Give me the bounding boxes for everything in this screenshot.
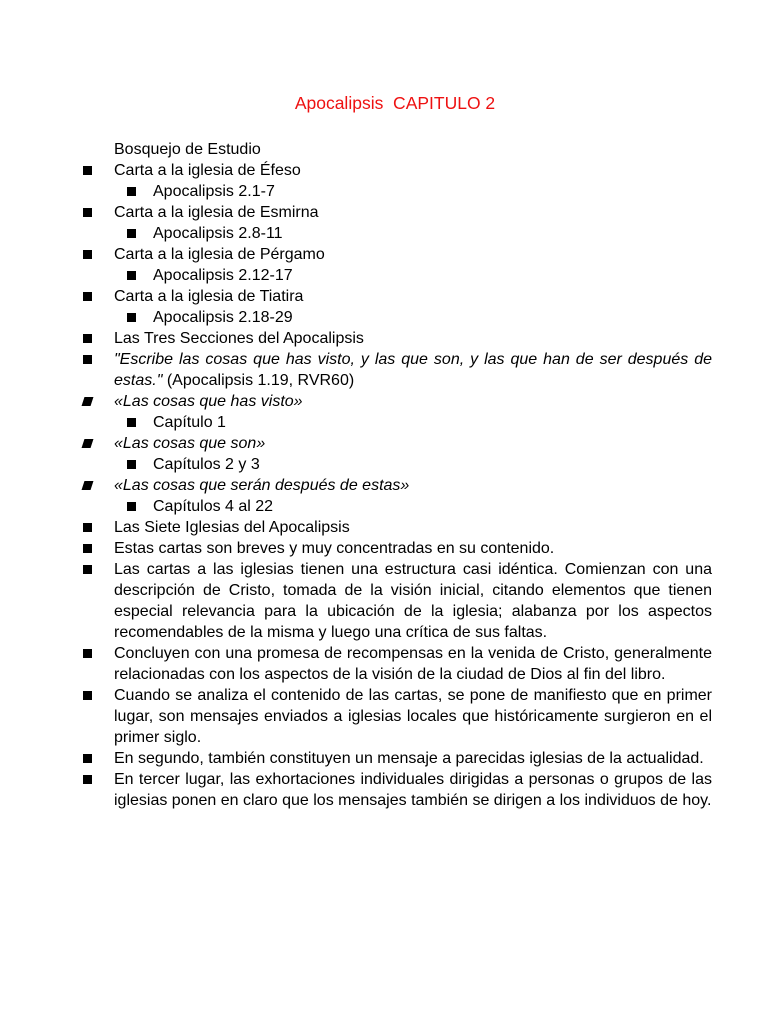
list-item-text: Carta a la iglesia de Pérgamo (114, 246, 325, 263)
list-item-text: Capítulos 4 al 22 (153, 498, 274, 515)
square-bullet-icon (83, 208, 92, 217)
list-item-text: «Las cosas que son» (114, 435, 266, 452)
square-bullet-icon (83, 166, 92, 175)
square-bullet-icon (82, 397, 94, 406)
outline-heading (0, 139, 768, 160)
square-bullet-icon (83, 754, 92, 763)
list-item-text: Las Siete Iglesias del Apocalipsis (114, 519, 350, 536)
list-item-text: Carta a la iglesia de Éfeso (114, 162, 301, 179)
square-bullet-icon (83, 250, 92, 259)
square-bullet-icon (127, 187, 136, 196)
square-bullet-icon (83, 691, 92, 700)
list-item (0, 244, 768, 265)
list-item (0, 286, 768, 307)
square-bullet-icon (127, 271, 136, 280)
list-item (0, 643, 768, 685)
list-item-text: Apocalipsis 2.1-7 (153, 183, 275, 200)
list-item-text: Apocalipsis 2.12-17 (153, 267, 293, 284)
list-item (0, 328, 768, 349)
list-item-text: Cuando se analiza el contenido de las cartas, se pone de manifiesto que en primer lugar, son mensajes enviados a iglesias locales que históricamente surgieron en el primer siglo. (114, 687, 712, 746)
list-item-text: Concluyen con una promesa de recompensas en la venida de Cristo, generalmente relacionadas con los aspectos de la visión de la ciudad de Dios al fin del libro. (114, 645, 712, 683)
list-item-text: Carta a la iglesia de Esmirna (114, 204, 319, 221)
list-item (0, 559, 768, 643)
list-item (0, 391, 768, 412)
square-bullet-icon (127, 418, 136, 427)
outline-heading-text: Bosquejo de Estudio (114, 141, 261, 158)
square-bullet-icon (83, 649, 92, 658)
square-bullet-icon (83, 544, 92, 553)
list-item-text: Carta a la iglesia de Tiatira (114, 288, 304, 305)
outline-list (0, 139, 768, 811)
list-item (0, 538, 768, 559)
list-item-text: «Las cosas que serán después de estas» (114, 477, 410, 494)
sub-list-item (0, 223, 768, 244)
list-item (0, 748, 768, 769)
sub-list-item (0, 412, 768, 433)
list-item (0, 685, 768, 748)
sub-list-item (0, 265, 768, 286)
square-bullet-icon (82, 439, 94, 448)
page-title: Apocalipsis CAPITULO 2 (294, 93, 496, 113)
list-item-text: Apocalipsis 2.8-11 (153, 225, 283, 242)
sub-list-item (0, 307, 768, 328)
list-item (0, 202, 768, 223)
square-bullet-icon (82, 481, 94, 490)
list-item-text: Las cartas a las iglesias tienen una estructura casi idéntica. Comienzan con una descripción de Cristo, tomada de la visión inicial, citando elementos que tienen especial relevancia para la ubicación de la iglesia; alabanza por los aspectos recomendables de la misma y luego una crítica de sus faltas. (114, 561, 712, 641)
list-item (0, 517, 768, 538)
square-bullet-icon (83, 334, 92, 343)
scripture-quote: "Escribe las cosas que has visto, y las que son, y las que han de ser después de estas." (114, 351, 712, 389)
list-item-quote (0, 349, 768, 391)
square-bullet-icon (83, 565, 92, 574)
list-item-text: En tercer lugar, las exhortaciones individuales dirigidas a personas o grupos de las iglesias ponen en claro que los mensajes también se dirigen a los individuos de hoy. (114, 771, 712, 809)
square-bullet-icon (83, 523, 92, 532)
square-bullet-icon (127, 313, 136, 322)
list-item-text: Las Tres Secciones del Apocalipsis (114, 330, 364, 347)
list-item-text: Capítulos 2 y 3 (153, 456, 260, 473)
scripture-reference: (Apocalipsis 1.19, RVR60) (162, 372, 355, 389)
list-item-text: Estas cartas son breves y muy concentradas en su contenido. (114, 540, 555, 557)
list-item-text: Capítulo 1 (153, 414, 226, 431)
list-item (0, 769, 768, 811)
square-bullet-icon (83, 775, 92, 784)
list-item (0, 475, 768, 496)
square-bullet-icon (83, 355, 92, 364)
square-bullet-icon (127, 460, 136, 469)
list-item-text: Apocalipsis 2.18-29 (153, 309, 293, 326)
square-bullet-icon (127, 229, 136, 238)
list-item-text: «Las cosas que has visto» (114, 393, 303, 410)
list-item (0, 160, 768, 181)
list-item (0, 433, 768, 454)
sub-list-item (0, 496, 768, 517)
sub-list-item (0, 181, 768, 202)
square-bullet-icon (127, 502, 136, 511)
sub-list-item (0, 454, 768, 475)
square-bullet-icon (83, 292, 92, 301)
list-item-text: En segundo, también constituyen un mensaje a parecidas iglesias de la actualidad. (114, 750, 704, 767)
